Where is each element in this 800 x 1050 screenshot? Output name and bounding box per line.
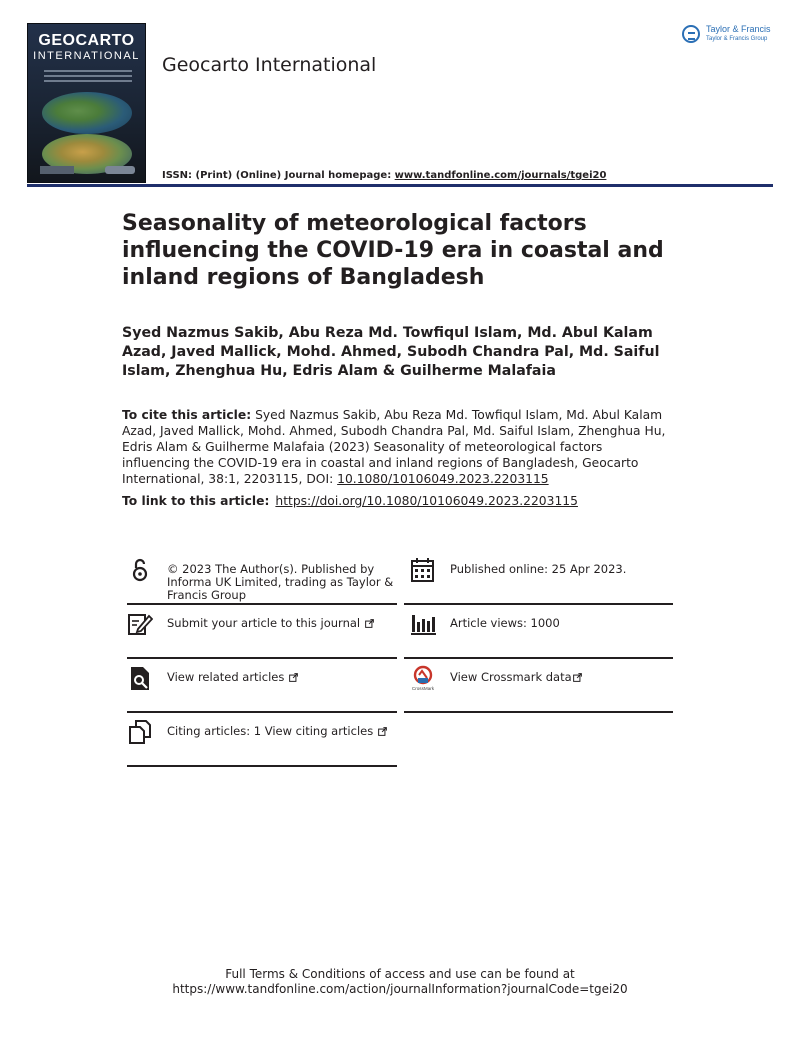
related-articles-link[interactable] [127, 665, 397, 711]
citing-articles-link[interactable] [127, 719, 397, 765]
open-access-box [127, 557, 397, 603]
crossmark-label: View Crossmark data [450, 670, 572, 684]
published-date-box [410, 557, 673, 603]
crossmark-logo-text: CrossMark [411, 686, 435, 691]
cite-label: To cite this article: [122, 408, 252, 422]
related-articles-label: View related articles [167, 670, 285, 684]
issn-text: ISSN: (Print) (Online) Journal homepage: [162, 170, 395, 181]
divider [127, 603, 397, 605]
header-divider [27, 184, 773, 187]
article-doi-link[interactable]: https://doi.org/10.1080/10106049.2023.2203115 [275, 494, 578, 508]
citing-articles-label: Citing articles: 1 View citing articles [167, 724, 374, 738]
edit-document-icon [127, 611, 153, 637]
document-search-icon [127, 665, 153, 691]
journal-cover-image [27, 23, 146, 183]
divider [404, 603, 673, 605]
cover-world-map-top [42, 92, 132, 134]
cover-title-line1: GEOCARTO [38, 32, 135, 49]
divider [127, 765, 397, 767]
article-views-text: Article views: 1000 [450, 616, 560, 630]
publisher-logo-name: Taylor & Francis [706, 24, 771, 34]
crossmark-icon [410, 665, 436, 691]
divider [404, 657, 673, 659]
related-articles-text [167, 671, 298, 684]
link-label: To link to this article: [122, 494, 270, 508]
crossmark-link[interactable] [410, 665, 673, 711]
journal-title: Geocarto International [162, 54, 377, 76]
issn-line [162, 170, 606, 181]
article-link-line [122, 494, 578, 508]
calendar-icon [410, 557, 436, 583]
cover-volume-text [40, 166, 74, 174]
terms-url[interactable]: https://www.tandfonline.com/action/journalInformation?journalCode=tgei20 [172, 982, 628, 996]
external-link-icon [289, 673, 298, 682]
cover-subtitle-lines [44, 70, 132, 85]
publisher-logo-subtitle: Taylor & Francis Group [706, 36, 768, 42]
cite-text: Syed Nazmus Sakib, Abu Reza Md. Towfiqul Islam, Md. Abul Kalam Azad, Javed Mallick, Mohd. Ahmed, Subodh Chandra Pal, Md. Saiful Islam, Zhenghua Hu, Edris Alam & Guilherme Malafaia (2023) Seasonality of meteorological factors influencing the COVID-19 era in coastal and inland regions of Bangladesh, Geocarto International, 38:1, 2203115, DOI: [122, 408, 666, 486]
bar-chart-icon [410, 611, 436, 637]
cover-publisher-mark [105, 166, 135, 174]
license-text: © 2023 The Author(s). Published by Informa UK Limited, trading as Taylor & Francis Group [167, 562, 394, 602]
external-link-icon [573, 673, 582, 682]
open-access-icon [127, 557, 153, 583]
copy-documents-icon [127, 719, 153, 745]
divider [404, 711, 673, 713]
divider [127, 657, 397, 659]
article-views-box [410, 611, 673, 657]
journal-homepage-link[interactable]: www.tandfonline.com/journals/tgei20 [394, 170, 607, 181]
cover-title-line2: INTERNATIONAL [33, 50, 140, 62]
divider [127, 711, 397, 713]
publisher-logo [682, 23, 782, 49]
taylor-francis-icon [682, 25, 700, 43]
submit-article-link[interactable] [127, 611, 397, 657]
author-list: Syed Nazmus Sakib, Abu Reza Md. Towfiqul Islam, Md. Abul Kalam Azad, Javed Mallick, Mohd. Ahmed, Subodh Chandra Pal, Md. Saiful Islam, Zhenghua Hu, Edris Alam & Guilherme Malafaia [122, 325, 660, 379]
terms-text: Full Terms & Conditions of access and use can be found at [225, 967, 575, 981]
submit-article-label: Submit your article to this journal [167, 616, 361, 630]
citing-articles-text [167, 725, 387, 738]
citation-block [122, 407, 667, 487]
terms-footer [0, 967, 800, 997]
external-link-icon [365, 619, 374, 628]
crossmark-text [450, 671, 582, 684]
cite-doi-link[interactable]: 10.1080/10106049.2023.2203115 [337, 472, 549, 486]
published-date-text: Published online: 25 Apr 2023. [450, 562, 627, 576]
external-link-icon [378, 727, 387, 736]
submit-article-text [167, 617, 374, 630]
article-title: Seasonality of meteorological factors influencing the COVID-19 era in coastal and inland regions of Bangladesh [122, 211, 664, 290]
